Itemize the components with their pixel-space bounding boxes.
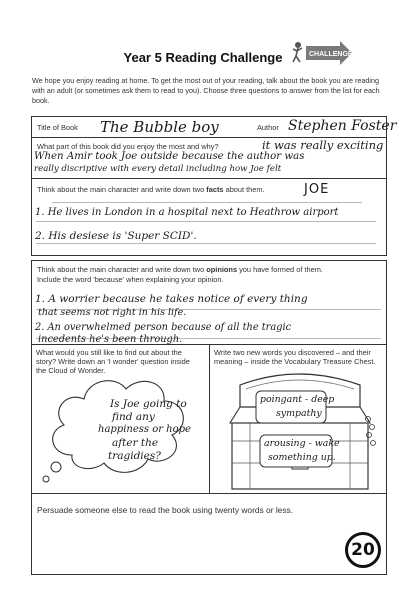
wonder-question-box <box>31 344 210 494</box>
enjoy-answer-line: really discriptive with every detail including how Joe felt <box>34 164 282 174</box>
vocabulary-meaning: something up. <box>268 452 336 463</box>
intro-text: We hope you enjoy reading at home. To get the most out of your reading, talk about the book you are reading with an adult (or sometimes ask them to read to you). Choose three questions to answer from the list for each book. <box>32 76 380 105</box>
wonder-question-line: happiness or hope <box>98 424 191 435</box>
opinions-question-box <box>31 260 387 345</box>
vocabulary-word: poingant - deep <box>260 394 335 405</box>
opinion-answer: 1. A worrier because he takes notice of every thing <box>35 293 308 305</box>
fact-answer: 2. His desiese is 'Super SCID'. <box>35 230 197 242</box>
author-label: Author <box>257 123 279 132</box>
persuade-question-box <box>31 493 387 575</box>
vocabulary-word: arousing - wake <box>264 438 340 449</box>
character-name: JOE <box>304 182 330 197</box>
enjoy-question-prompt: What part of this book did you enjoy the most and why? <box>37 142 219 151</box>
vocabulary-meaning: sympathy <box>276 408 322 419</box>
writing-line <box>36 243 376 244</box>
vocabulary-question-prompt: Write two new words you discovered – and their meaning – inside the Vocabulary Treasure Chest. <box>214 348 376 366</box>
wonder-question-line: find any <box>112 411 155 423</box>
author-value: Stephen Foster <box>288 118 397 134</box>
page-title: Year 5 Reading Challenge <box>123 50 283 65</box>
title-label: Title of Book <box>37 123 78 132</box>
opinion-answer: incedents he's been through. <box>38 334 183 345</box>
wonder-question-line: after the <box>112 437 159 449</box>
enjoy-answer-line: When Amir took Joe outside because the author was <box>34 151 305 162</box>
wonder-question-line: tragidies? <box>108 450 161 462</box>
title-value: The Bubble boy <box>100 118 219 136</box>
enjoy-answer-line: it was really exciting <box>262 138 384 152</box>
opinion-answer: that seems not right in his life. <box>38 307 187 318</box>
facts-question-prompt: Think about the main character and write down two facts about them. <box>37 185 265 194</box>
fact-answer: 1. He lives in London in a hospital next to Heathrow airport <box>35 207 339 218</box>
vocabulary-question-box <box>209 344 387 494</box>
book-title-row <box>31 116 397 138</box>
enjoy-question-box <box>31 137 387 179</box>
challenge-badge-icon <box>292 40 354 66</box>
page-number-badge: 20 <box>345 532 381 568</box>
treasure-chest-icon <box>210 345 388 495</box>
badge-label: CHALLENGE <box>309 51 353 58</box>
wonder-question-line: Is Joe going to <box>110 398 187 410</box>
opinions-question-prompt: Think about the main character and write down two opinions you have formed of them. <box>37 265 323 274</box>
opinion-answer: 2. An overwhelmed person because of all the tragic <box>35 322 292 333</box>
wonder-question-prompt: What would you still like to find out about the story? Write down an 'I wonder' question inside the Cloud of Wonder. <box>36 348 190 375</box>
writing-line <box>36 221 376 222</box>
writing-line <box>52 202 362 203</box>
opinions-question-prompt-line2: Include the word 'because' when explaining your opinion. <box>37 275 224 284</box>
persuade-question-prompt: Persuade someone else to read the book using twenty words or less. <box>37 505 294 515</box>
facts-question-box <box>31 178 387 256</box>
